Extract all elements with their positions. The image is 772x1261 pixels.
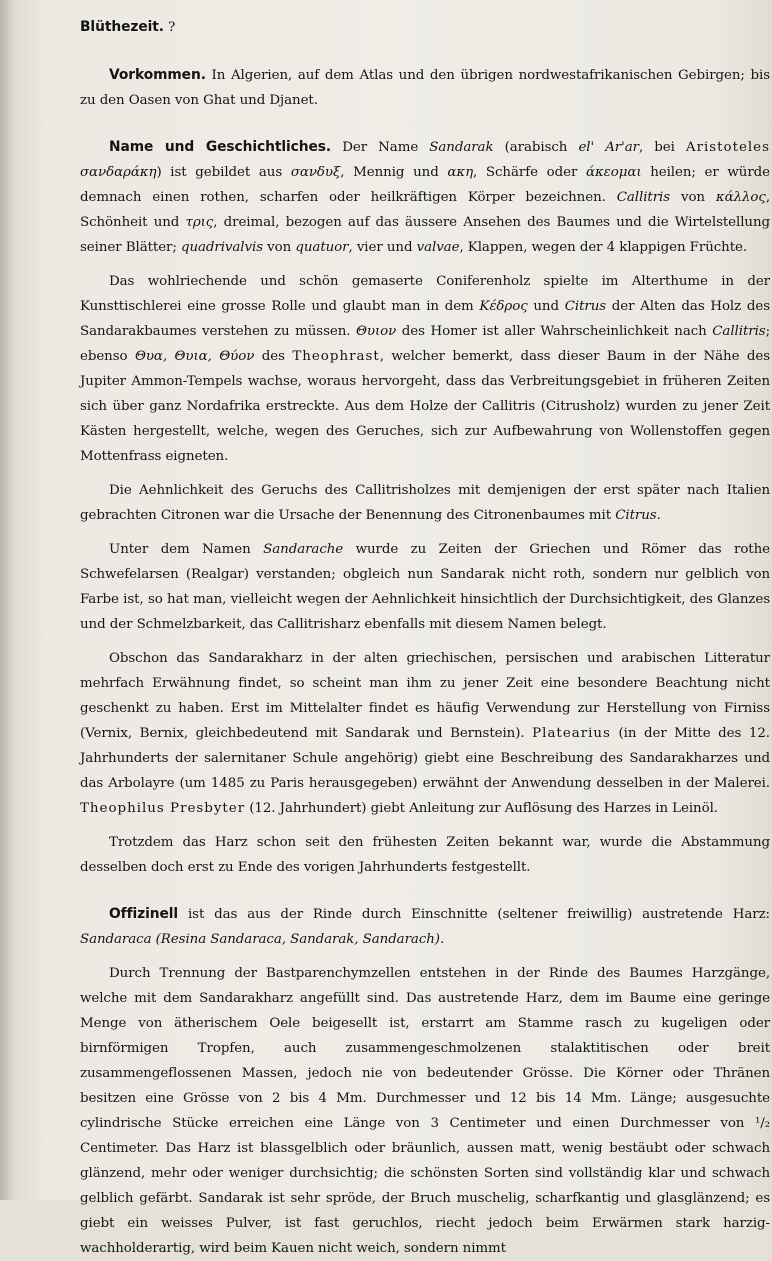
text-run: , vier und bbox=[348, 240, 417, 255]
spacer bbox=[80, 637, 770, 646]
text-run: (arabisch bbox=[493, 140, 579, 155]
paragraph-offizinell-1 bbox=[80, 902, 770, 952]
text-run: Centimeter. Das Harz ist blassgelblich oder bräunlich, aussen matt, wenig bestäubt oder schwach glänzend, mehr oder weniger durchsichtig; die schönsten Sorten sind vollständig klar und schwach gelblich gefärbt. Sandarak ist sehr spröde, der Bruch muschelig, scharfkantig und glasglänzend; es giebt ein weisses Pulver, ist fast geruchlos, riecht jedoch beim Erwärmen stark harzig-wachholderartig, wird beim Kauen nicht weich, sondern nimmt bbox=[80, 1141, 770, 1256]
text-run: ) ist gebildet aus bbox=[156, 165, 291, 180]
text-run: , Mennig und bbox=[340, 165, 448, 180]
spacer bbox=[80, 952, 770, 961]
text-run: ; ebenso bbox=[80, 324, 770, 364]
greek-ake: ακη bbox=[447, 165, 474, 180]
paragraph-name-5 bbox=[80, 646, 770, 821]
text-run: (12. Jahrhundert) giebt Anleitung zur Auflösung des Harzes in Leinöl. bbox=[245, 801, 718, 816]
text-run: Der Name bbox=[342, 140, 430, 155]
fraction-half: ¹/₂ bbox=[754, 1116, 770, 1131]
paragraph-offizinell-2 bbox=[80, 961, 770, 1261]
author-aristoteles: Aristoteles bbox=[685, 140, 770, 155]
text-run: , Schärfe oder bbox=[473, 165, 586, 180]
term-callitris: Callitris bbox=[616, 190, 671, 205]
text-column bbox=[80, 15, 770, 1261]
text-run: Unter dem Namen bbox=[109, 542, 264, 557]
spacer bbox=[80, 528, 770, 537]
author-theophrast: Theophrast bbox=[292, 349, 380, 364]
text-run: , dreimal, bezogen auf das äussere Ansehen des Baumes und die Wirtelstellung seiner Blätter; bbox=[80, 215, 770, 255]
paragraph-name-6: Trotzdem das Harz schon seit den frühesten Zeiten bekannt war, wurde die Abstammung desselben doch erst zu Ende des vorigen Jahrhunderts festgestellt. bbox=[80, 835, 770, 875]
text-run: Die Aehnlichkeit des Geruchs des Callitrisholzes mit demjenigen der erst später nach Italien gebrachten Citronen war die Ursache der Benennung des Citronenbaumes mit bbox=[80, 483, 770, 523]
greek-kallos: κάλλος bbox=[715, 190, 766, 205]
paragraph-name-3 bbox=[80, 478, 770, 528]
term-sandaraca-names: Sandaraca (Resina Sandaraca, Sandarak, Sandarach) bbox=[80, 932, 440, 947]
term-citrus: Citrus bbox=[615, 508, 657, 523]
term-callitris: Callitris bbox=[712, 324, 766, 339]
text-run: der Alten das Holz des Sandarakbaumes verstehen zu müssen. bbox=[80, 299, 770, 339]
spacer bbox=[80, 40, 770, 63]
paragraph-name-2 bbox=[80, 269, 770, 469]
text-run: , bei bbox=[638, 140, 686, 155]
heading-offizinell: Offizinell bbox=[109, 906, 179, 922]
greek-kedros: Κέδρος bbox=[479, 299, 528, 314]
text-run: (in der Mitte des 12. Jahrhunderts der salernitaner Schule angehörig) giebt eine Beschreibung des Sandarakharzes und das Arbolayre (um 1485 zu Paris herausgegeben) erwähnt der Anwendung desselben in der Malerei. bbox=[80, 726, 770, 791]
term-valvae: valvae bbox=[416, 240, 460, 255]
term-sandarak: Sandarak bbox=[429, 140, 494, 155]
text-run: . bbox=[656, 508, 661, 523]
text-run: Durch Trennung der Bastparenchymzellen entstehen in der Rinde des Baumes Harzgänge, welche mit dem Sandarakharz angefüllt sind. Das austretende Harz, dem im Baume eine geringe Menge von ätherischem Oele beigesellt ist, erstarrt am Stamme rasch zu kugeligen oder birnförmigen Tropfen, auch zusammengeschmolzenen stalaktitischen oder breit zusammengeflossenen Massen, jedoch nie von bedeutender Grösse. Die Körner oder Thränen besitzen eine Grösse von 2 bis 4 Mm. Durchmesser und 12 bis 14 Mm. Länge; ausgesuchte cylindrische Stücke erreichen eine Länge von 3 Centimeter und einen Durchmesser von bbox=[80, 966, 770, 1131]
text-run: heilen; er würde demnach einen rothen, scharfen oder heilkräftigen Körper bezeichnen. bbox=[80, 165, 770, 205]
greek-akeomai: άκεομαι bbox=[585, 165, 642, 180]
greek-thya: Θυα, Θυια, Θύον bbox=[134, 349, 255, 364]
author-theophilus: Theophilus Presbyter bbox=[80, 801, 246, 816]
text-run: Obschon das Sandarakharz in der alten griechischen, persischen und arabischen Litteratur mehrfach Erwähnung findet, so scheint man ihm zu jener Zeit eine besondere Beachtung nicht geschenkt zu haben. Erst im Mittelalter findet es häufig Verwendung zur Herstellung von Firniss (Vernix, Bernix, gleichbedeutend mit Sandarak und Bernstein). bbox=[80, 651, 770, 741]
text-run: Das wohlriechende und schön gemaserte Coniferenholz spielte im Alterthume in der Kunsttischlerei eine grosse Rolle und glaubt man in dem bbox=[80, 274, 770, 314]
heading-bluethezeit: Blüthezeit. bbox=[80, 19, 164, 35]
paragraph-name-4 bbox=[80, 537, 770, 637]
term-citrus: Citrus bbox=[564, 299, 607, 314]
text-run: von bbox=[670, 190, 716, 205]
heading-vorkommen: Vorkommen. bbox=[109, 67, 206, 83]
text-run: von bbox=[263, 240, 296, 255]
text-run: , Schönheit und bbox=[80, 190, 770, 230]
text-run: . bbox=[439, 932, 445, 947]
text-run: , welcher bemerkt, dass dieser Baum in der Nähe des Jupiter Ammon-Tempels wachse, woraus hervorgeht, dass das Verbreitungsgebiet in früheren Zeiten sich über ganz Nordafrika erstreckte. Aus dem Holze der Callitris (Citrusholz) wurden zu jener Zeit Kästen hergestellt, welche, wegen des Geruches, sich zur Aufbewahrung von Wollenstoffen gegen Mottenfrass eigneten. bbox=[80, 349, 771, 464]
spacer bbox=[80, 113, 770, 135]
text-run: , Klappen, wegen der 4 klappigen Früchte. bbox=[459, 240, 748, 255]
text-run: des Homer ist aller Wahrscheinlichkeit nach bbox=[396, 324, 713, 339]
spacer bbox=[80, 880, 770, 902]
term-quadrivalvis: quadrivalvis bbox=[180, 240, 263, 255]
spacer bbox=[80, 469, 770, 478]
greek-tris: τρις bbox=[185, 215, 214, 230]
paragraph-name-1 bbox=[80, 135, 770, 260]
text-run: des bbox=[254, 349, 293, 364]
term-quatuor: quatuor bbox=[295, 240, 349, 255]
vorkommen-text: In Algerien, auf dem Atlas und den übrigen nordwestafrikanischen Gebirgen; bis zu den Oasen von Ghat und Djanet. bbox=[80, 68, 770, 108]
bluethezeit-text: ? bbox=[168, 20, 176, 35]
heading-name-geschichtliches: Name und Geschichtliches. bbox=[109, 139, 332, 155]
text-run: ist das aus der Rinde durch Einschnitte (seltener freiwillig) austretende Harz: bbox=[178, 907, 770, 922]
section-bluethezeit bbox=[80, 15, 770, 40]
spacer bbox=[80, 260, 770, 269]
greek-sandyx: σανδυξ bbox=[290, 165, 341, 180]
greek-sandaraka: σανδαράκη bbox=[80, 165, 157, 180]
section-vorkommen bbox=[80, 63, 770, 113]
term-sandarache: Sandarache bbox=[263, 542, 344, 557]
author-platearius: Platearius bbox=[532, 726, 611, 741]
spacer bbox=[80, 821, 770, 830]
text-run: und bbox=[527, 299, 565, 314]
greek-thuion: Θυιον bbox=[356, 324, 397, 339]
text-run: wurde zu Zeiten der Griechen und Römer das rothe Schwefelarsen (Realgar) verstanden; obgleich nun Sandarak nicht roth, sondern nur gelblich von Farbe ist, so hat man, vielleicht wegen der Aehnlichkeit hinsichtlich der Durchsichtigkeit, des Glanzes und der Schmelzbarkeit, das Callitrisharz ebenfalls mit diesem Namen belegt. bbox=[80, 542, 770, 632]
term-el-arar: el' Ar'ar bbox=[578, 140, 639, 155]
